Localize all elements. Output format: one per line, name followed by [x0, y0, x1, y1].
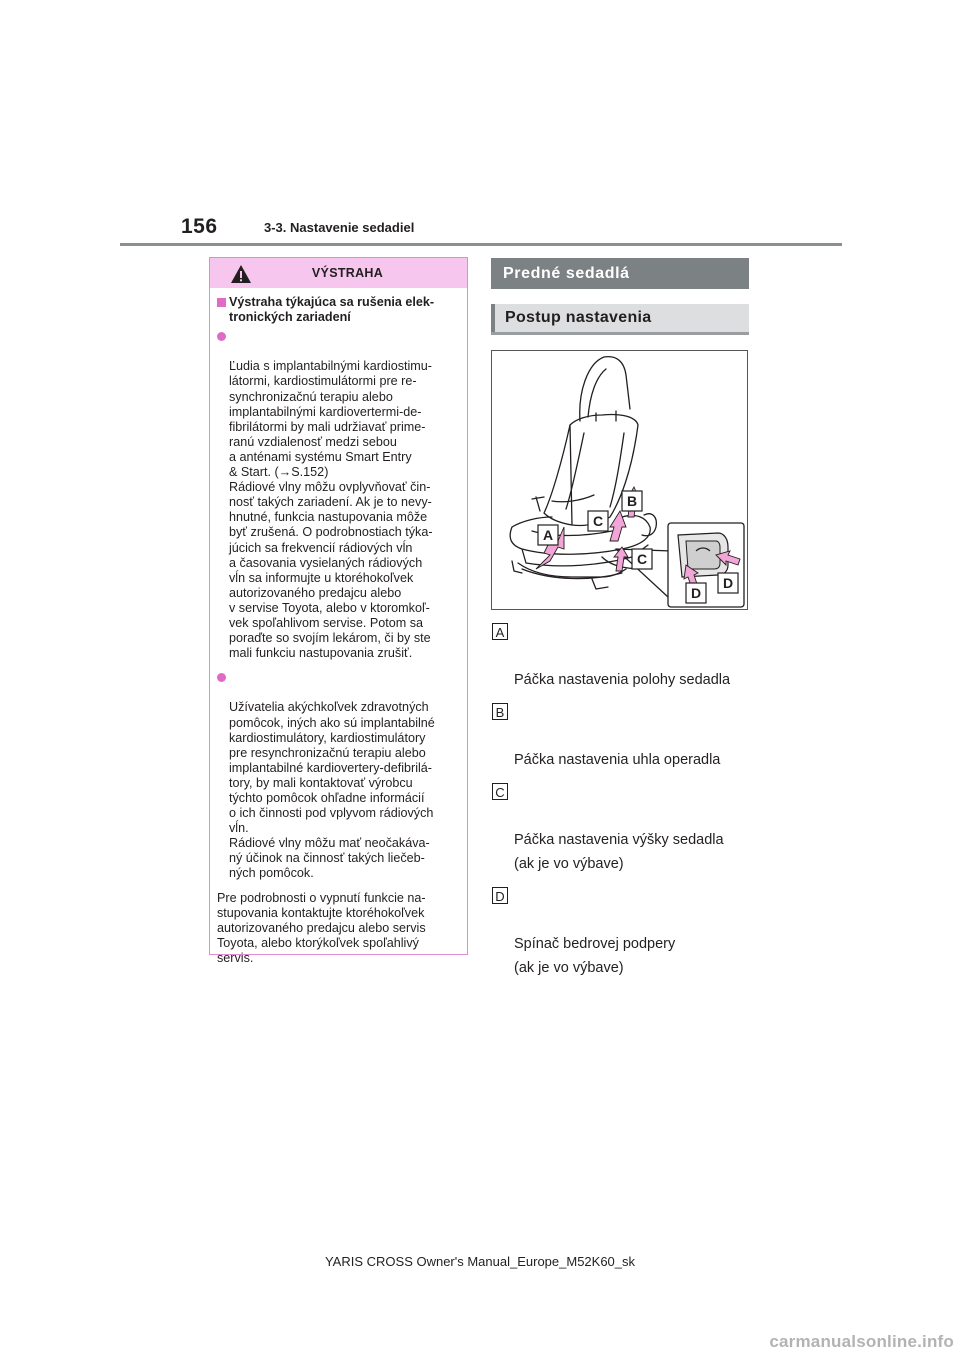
legend-text: Páčka nastavenia polohy sedadla [514, 672, 731, 688]
circle-bullet-icon [217, 673, 226, 682]
figure-legend [492, 620, 762, 988]
section-heading-front-seats: Predné sedadlá [491, 258, 749, 289]
warning-heading [217, 295, 461, 325]
warning-triangle-icon [230, 264, 252, 284]
warning-box [209, 257, 468, 965]
figure-label-c: C [636, 551, 648, 567]
subsection-heading [491, 304, 749, 335]
figure-label-b: B [626, 493, 638, 509]
legend-key: B [492, 703, 508, 720]
figure-label-d: D [690, 585, 702, 601]
legend-key: A [492, 623, 508, 640]
warning-closing-text: Pre podrobnosti o vypnutí funkcie na- stupovania kontaktujte ktoréhokoľvek autorizovaného predajcu alebo servis Toyota, alebo ktorýkoľvek spoľahlivý servis. [217, 890, 426, 965]
warning-bullet-medical-devices [217, 670, 461, 881]
subsection-heading-text: Postup nastavenia [505, 309, 652, 326]
legend-text: Páčka nastavenia uhla operadla [514, 752, 721, 768]
circle-bullet-icon [217, 332, 226, 341]
legend-text: Páčka nastavenia výšky sedadla (ak je vo výbave) [514, 832, 724, 872]
legend-item-c [492, 780, 762, 876]
header-rule [120, 243, 842, 246]
footer-manual-id: YARIS CROSS Owner's Manual_Europe_M52K60_sk [324, 1254, 636, 1269]
figure-label-d: D [722, 575, 734, 591]
page-number: 156 [181, 215, 218, 238]
warning-heading-text: Výstraha týkajúca sa rušenia elek- tronických zariadení [229, 295, 435, 325]
legend-key: C [492, 783, 508, 800]
legend-item-a [492, 620, 762, 692]
legend-key: D [492, 887, 508, 904]
warning-bullet-implants [217, 329, 461, 661]
figure-label-c: C [592, 513, 604, 529]
warning-title: VÝSTRAHA [311, 266, 384, 280]
seat-illustration [491, 350, 748, 610]
warning-bullet-medical-devices-text: Užívatelia akýchkoľvek zdravotných pomôcok, iných ako sú implantabilné kardiostimulátory, kardiostimulátory pre resynchronizačnú terapiu alebo implantabilné kardiovertery-defibrilá- tory, by mali kontaktovať výrobcu týchto pomôcok ohľadne informácií o ich činnosti pod vplyvom rádiových vĺn. Rádiové vlny môžu mať neočakáva- ný účinok na činnosť takých liečeb- ných pomôcok. [229, 700, 435, 881]
section-title: 3-3. Nastavenie sedadiel [264, 220, 415, 235]
square-bullet-icon [217, 298, 226, 307]
watermark: carmanualsonline.info [769, 1332, 954, 1351]
legend-item-b [492, 700, 762, 772]
figure-label-a: A [542, 527, 554, 543]
legend-text: Spínač bedrovej podpery (ak je vo výbave) [514, 936, 676, 976]
warning-content [210, 288, 467, 966]
subsection-accent [491, 304, 495, 332]
warning-bullet-implants-text: Ľudia s implantabilnými kardiostimu- látormi, kardiostimulátormi pre re- synchronizačnú terapiu alebo implantabilnými kardiovertermi-de- fibrilátormi by mali udržiavať prime- ranú vzdialenosť medzi sebou a anténami systému Smart Entry & Start. (→S.152) Rádiové vlny môžu ovplyvňovať čin- nosť takých zariadení. Ak je to nevy- hnutné, funkcia nastupovania môže byť zrušená. O podrobnostiach týka- júcich sa frekvencií rádiových vĺn a časovania vysielaných rádiových vĺn sa informujte u ktoréhokoľvek autorizovaného predajcu alebo v servise Toyota, alebo v ktoromkoľ- vek spoľahlivom servise. Potom sa poraďte so svojím lekárom, či by ste mali funkciu nastupovania zrušiť. [229, 359, 433, 661]
legend-item-d [492, 884, 762, 980]
seat-drawing [492, 351, 747, 609]
warning-header [210, 258, 467, 288]
